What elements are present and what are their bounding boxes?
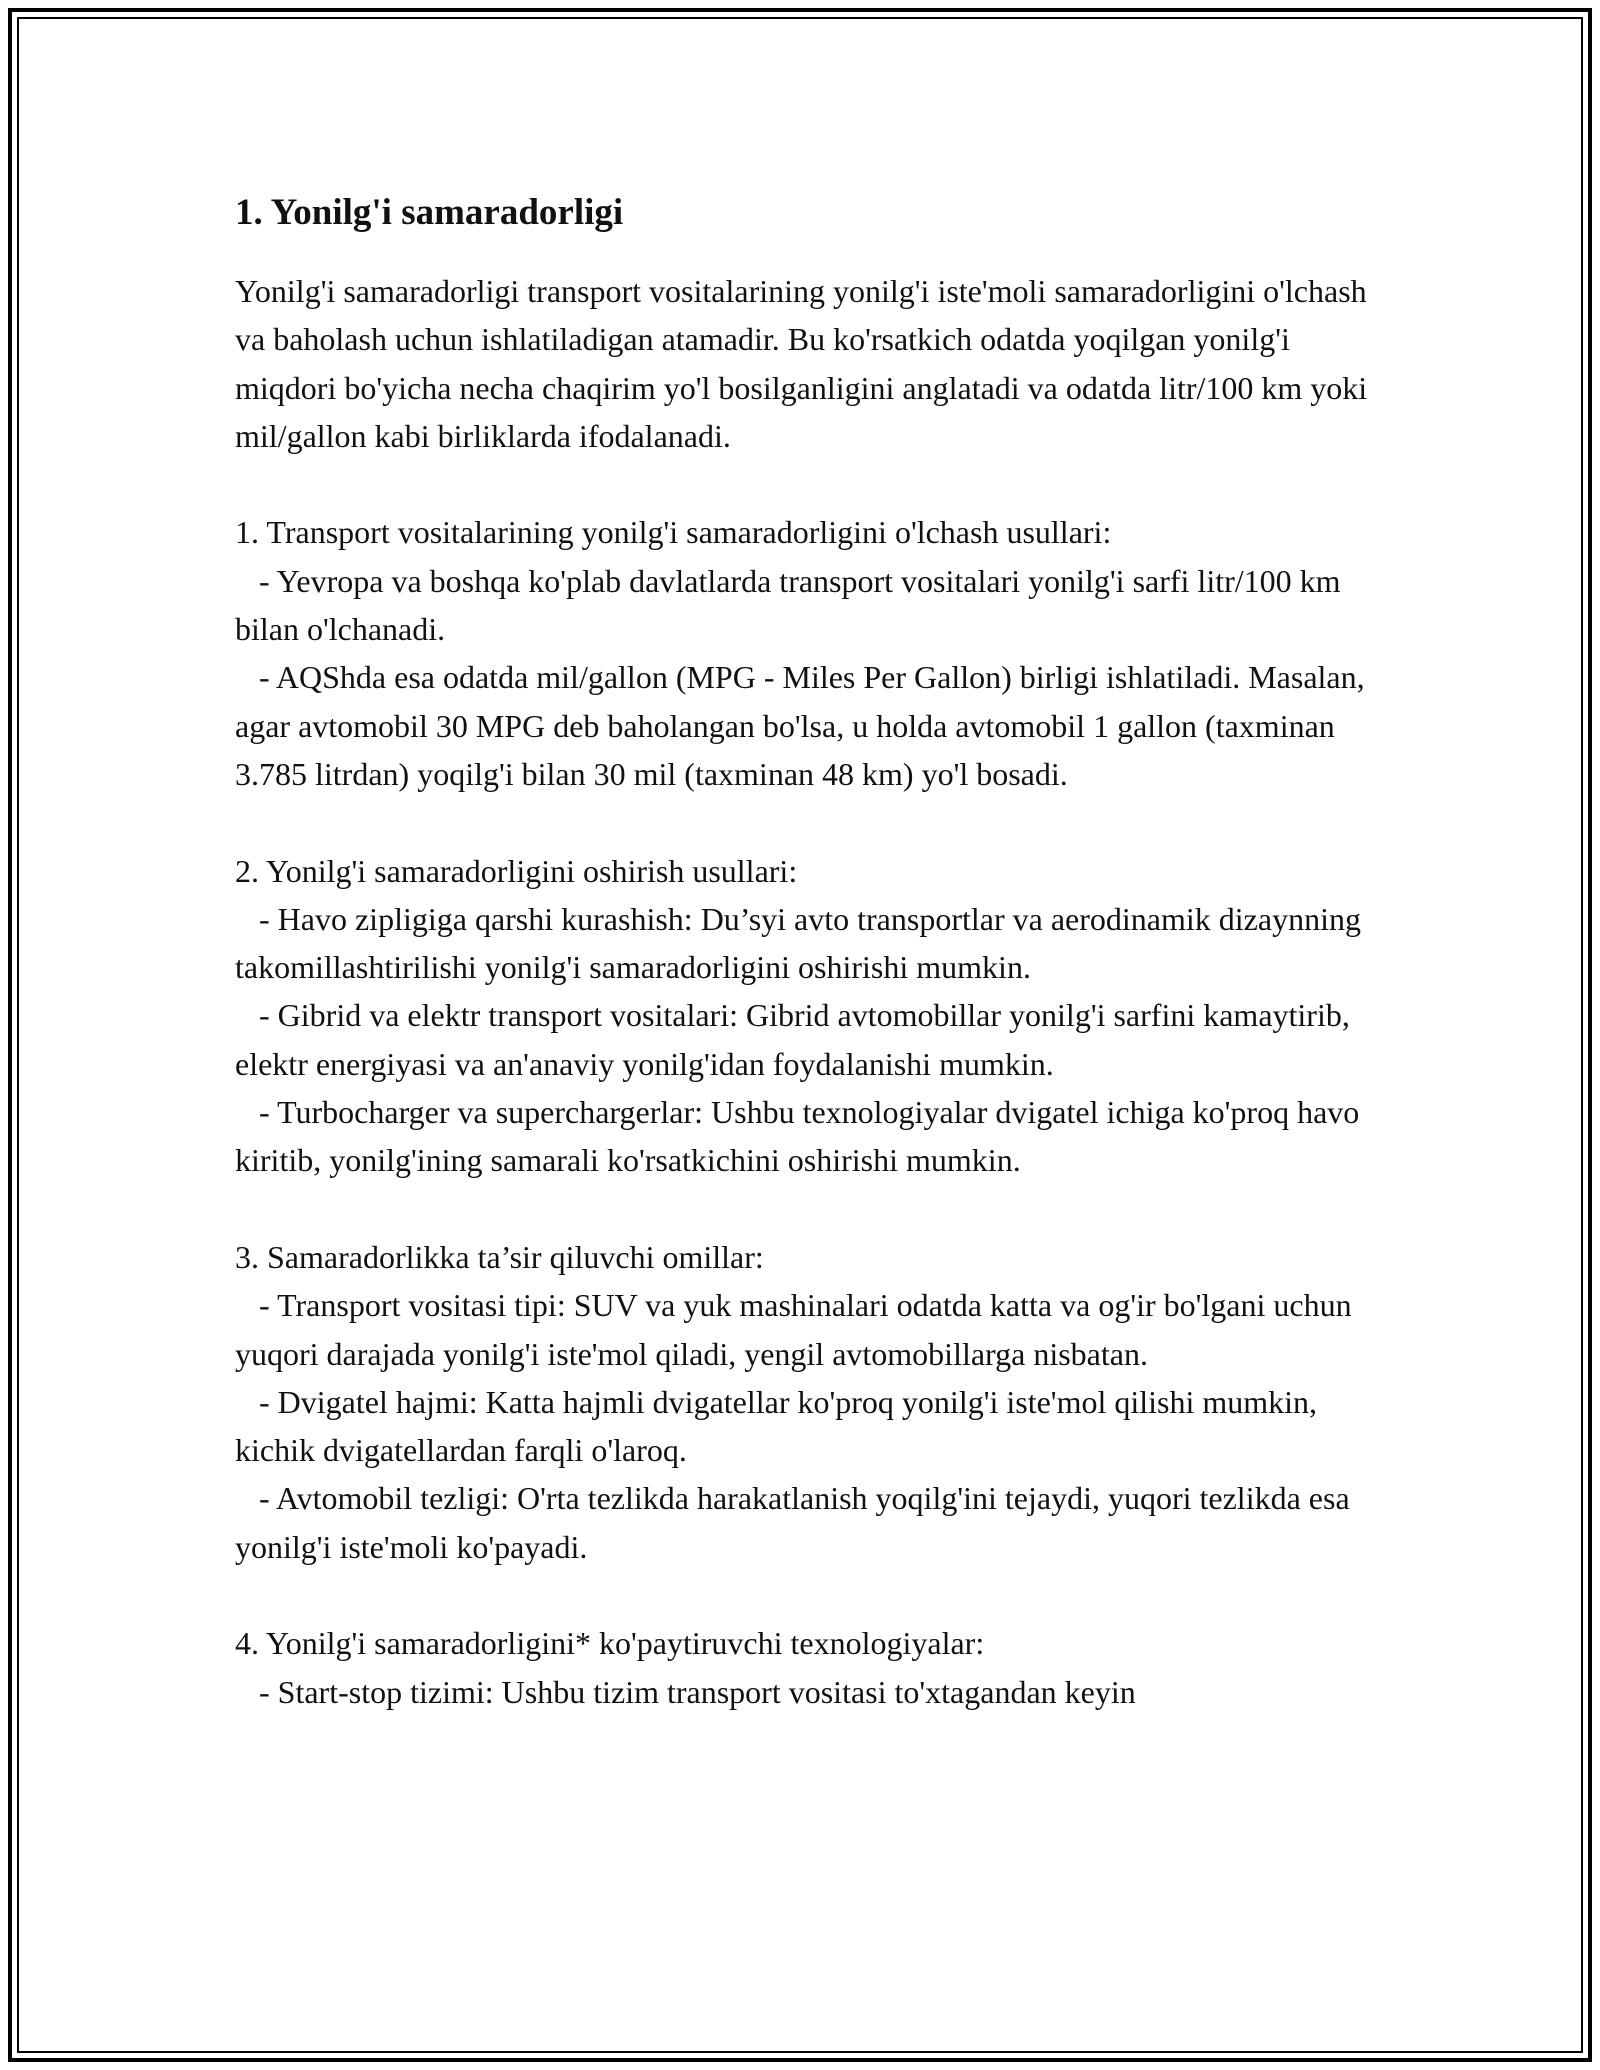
section-2 [235,847,1375,1185]
section-heading: 2. Yonilg'i samaradorligini oshirish usullari: [235,852,798,889]
list-item: - Yevropa va boshqa ko'plab davlatlarda transport vositalari yonilg'i sarfi litr/100 km bilan o'lchanadi. [235,562,1349,648]
list-item: - Turbocharger va superchargerlar: Ushbu texnologiyalar dvigatel ichiga ko'proq havo kiritib, yonilg'ining samarali ko'rsatkichini oshirishi mumkin. [235,1094,1368,1179]
list-item: - AQShda esa odatda mil/gallon (MPG - Miles Per Gallon) birligi ishlatiladi. Masalan, agar avtomobil 30 MPG deb baholangan bo'lsa, u holda avtomobil 1 gallon (taxminan 3.785 litrdan) yoqilg'i bilan 30 mil (taxminan 48 km) yo'l bosadi. [235,659,1373,792]
list-item: - Start-stop tizimi: Ushbu tizim transport vositasi to'xtagandan keyin [235,1673,1136,1710]
section-3 [235,1233,1375,1571]
section-heading: 1. Transport vositalarining yonilg'i samaradorligini o'lchash usullari: [235,514,1112,551]
list-item: - Dvigatel hajmi: Katta hajmli dvigatellar ko'proq yonilg'i iste'mol qilishi mumkin, kichik dvigatellardan farqli o'laroq. [235,1383,1326,1469]
section-4 [235,1619,1375,1716]
list-item: - Avtomobil tezligi: O'rta tezlikda harakatlanish yoqilg'ini tejaydi, yuqori tezlikda esa yonilg'i iste'moli ko'payadi. [235,1480,1358,1565]
document-body [235,188,1375,1716]
section-1 [235,508,1375,798]
list-item: - Gibrid va elektr transport vositalari: Gibrid avtomobillar yonilg'i sarfini kamaytirib, elektr energiyasi va an'anaviy yonilg'idan foydalanishi mumkin. [235,997,1358,1082]
intro-paragraph: Yonilg'i samaradorligi transport vositalarining yonilg'i iste'moli samaradorligini o'lchash va baholash uchun ishlatiladigan atamadir. Bu ko'rsatkich odatda yoqilgan yonilg'i miqdori bo'yicha necha chaqirim yo'l bosilganligini anglatadi va odatda litr/100 km yoki mil/gallon kabi birliklarda ifodalanadi. [235,273,1376,454]
list-item: - Havo zipligiga qarshi kurashish: Du’syi avto transportlar va aerodinamik dizaynning takomillashtirilishi yonilg'i samaradorligini oshirishi mumkin. [235,900,1369,986]
section-heading: 3. Samaradorlikka ta’sir qiluvchi omillar: [235,1238,764,1275]
list-item: - Transport vositasi tipi: SUV va yuk mashinalari odatda katta va og'ir bo'lgani uchun yuqori darajada yonilg'i iste'mol qiladi, yengil avtomobillarga nisbatan. [235,1287,1360,1372]
section-heading: 4. Yonilg'i samaradorligini* ko'paytiruvchi texnologiyalar: [235,1625,985,1662]
document-title: 1. Yonilg'i samaradorligi [235,192,624,233]
